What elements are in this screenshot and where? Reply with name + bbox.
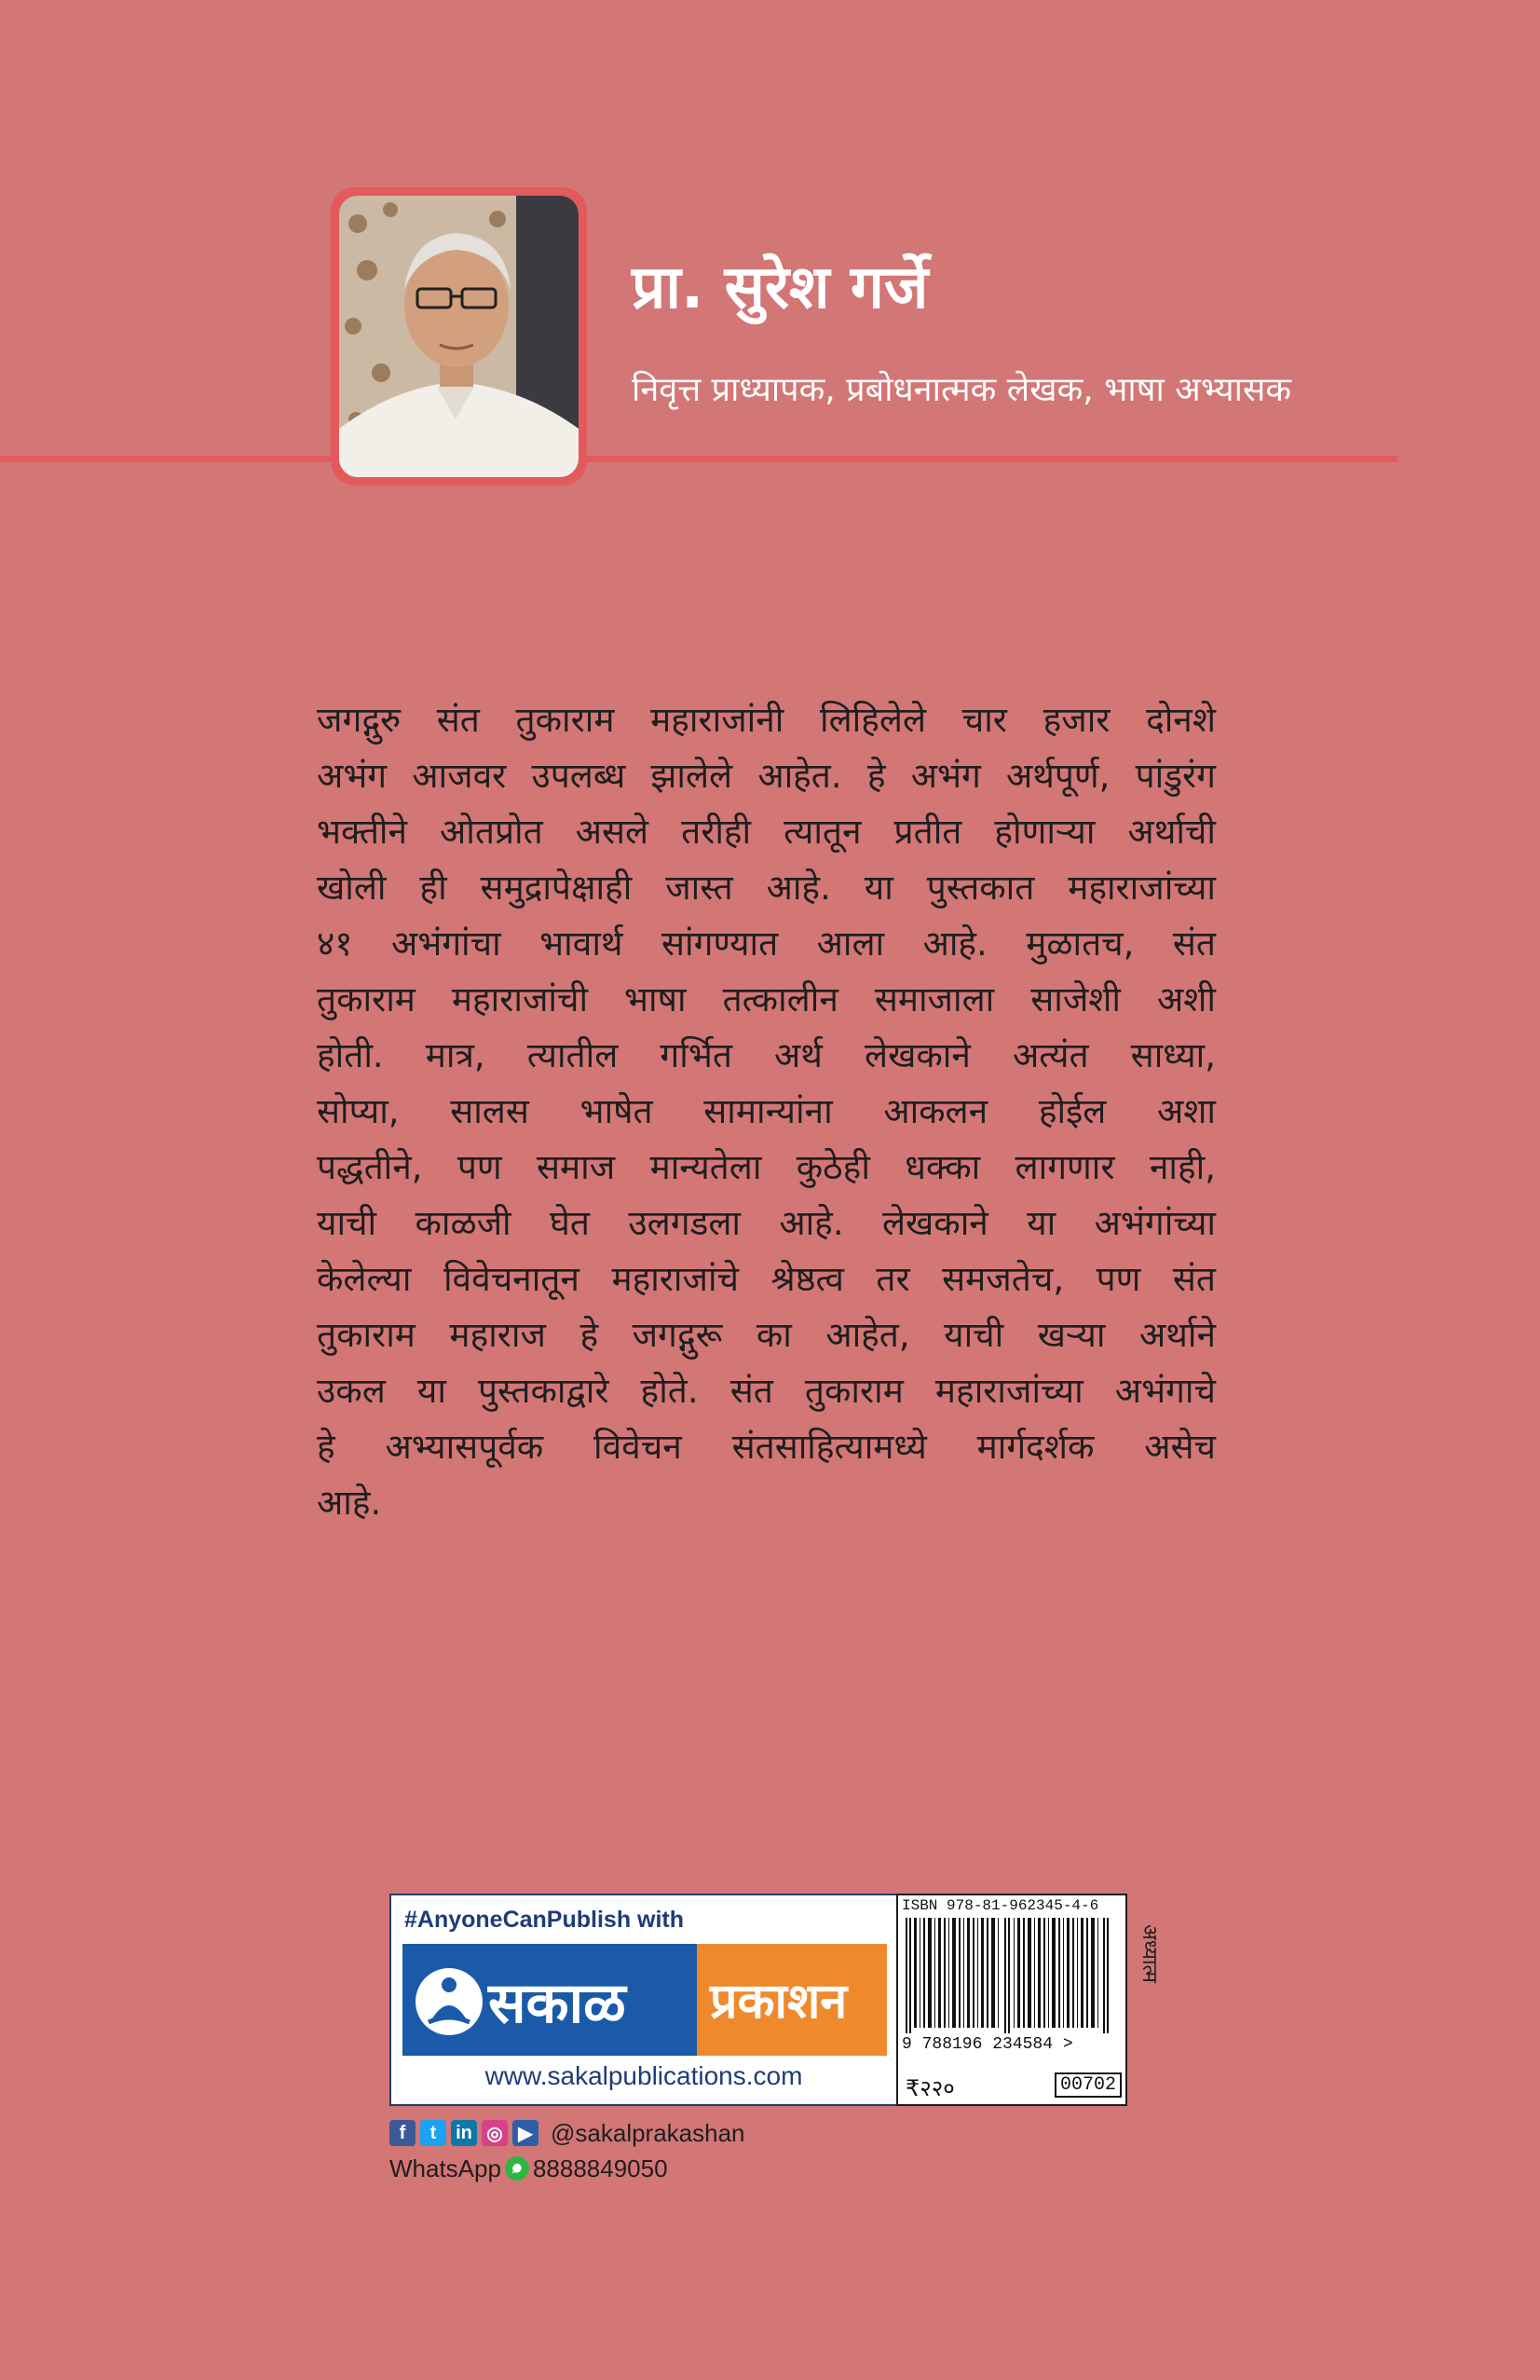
whatsapp-contact [389,2153,668,2184]
barcode-bars [904,1918,1120,2033]
blurb-line: भक्तीने ओतप्रोत असले तरीही त्यातून प्रतीत होणाऱ्या अर्थाची [317,812,1216,852]
linkedin-icon[interactable]: in [451,2120,477,2146]
publisher-logo-sakal [402,1944,697,2056]
publisher-tagline: #AnyoneCanPublish with [404,1907,685,1933]
blurb-line: होती. मात्र, त्यातील गर्भित अर्थ लेखकाने अत्यंत साध्या, [317,1035,1216,1075]
blurb-line: पद्धतीने, पण समाज मान्यतेला कुठेही धक्का लागणार नाही, [317,1147,1216,1187]
blurb-line: आहे. [317,1483,382,1523]
blurb-line: जगद्गुरु संत तुकाराम महाराजांनी लिहिलेले चार हजार दोनशे [317,700,1216,740]
social-links [389,2117,745,2149]
book-blurb [317,692,1216,1531]
blurb-line: हे अभ्यासपूर्वक विवेचन संतसाहित्यामध्ये मार्गदर्शक असेच [317,1427,1216,1467]
blurb-line: अभंग आजवर उपलब्ध झालेले आहेत. हे अभंग अर्थपूर्ण, पांडुरंग [317,756,1216,796]
book-code: 00702 [1055,2072,1122,2098]
barcode-digits: 9 788196 234584 > [902,2035,1073,2054]
blurb-line: ४१ अभंगांचा भावार्थ सांगण्यात आला आहे. मुळातच, संत [317,923,1216,964]
author-role: निवृत्त प्राध्यापक, प्रबोधनात्मक लेखक, भाषा अभ्यासक [632,371,1291,409]
whatsapp-number[interactable]: 8888849050 [532,2154,668,2182]
publisher-box [389,1894,898,2106]
instagram-icon[interactable]: ◎ [482,2120,508,2146]
author-photo [339,196,579,477]
publisher-logo-prakashan [697,1944,887,2056]
social-handle[interactable]: @sakalprakashan [551,2118,745,2147]
blurb-line: केलेल्या विवेचनातून महाराजांचे श्रेष्ठत्व तर समजतेच, पण संत [317,1259,1216,1299]
sakal-logo-icon [412,1964,486,2039]
whatsapp-label: WhatsApp [389,2154,501,2182]
blurb-line: याची काळजी घेत उलगडला आहे. लेखकाने या अभंगांच्या [317,1203,1216,1243]
youtube-icon[interactable]: ▶ [512,2120,538,2146]
author-divider-line [0,456,1397,462]
blurb-line: तुकाराम महाराज हे जगद्गुरू का आहेत, याची खऱ्या अर्थाने [317,1315,1216,1355]
blurb-line: खोली ही समुद्रापेक्षाही जास्त आहे. या पुस्तकात महाराजांच्या [317,868,1216,908]
isbn-barcode-box [896,1894,1127,2106]
twitter-icon[interactable]: t [420,2120,446,2146]
facebook-icon[interactable]: f [389,2120,416,2146]
logo-sakal-text: सकाळ [488,1971,626,2036]
logo-prakashan-text: प्रकाशन [710,1974,848,2030]
blurb-line: तुकाराम महाराजांची भाषा तत्कालीन समाजाला साजेशी अशी [317,979,1216,1019]
author-name: प्रा. सुरेश गर्जे [632,253,929,322]
blurb-line: उकल या पुस्तकाद्वारे होते. संत तुकाराम महाराजांच्या अभंगाचे [317,1371,1216,1411]
isbn-text: ISBN 978-81-962345-4-6 [902,1897,1099,1914]
blurb-line: सोप्या, सालस भाषेत सामान्यांना आकलन होईल अशा [317,1091,1216,1131]
genre-label: अध्यात्म [1138,1924,1161,1983]
publisher-url[interactable]: www.sakalpublications.com [484,2061,803,2090]
whatsapp-icon [505,2156,529,2181]
book-price: ₹२२० [906,2075,955,2101]
author-photo-frame [331,187,587,486]
